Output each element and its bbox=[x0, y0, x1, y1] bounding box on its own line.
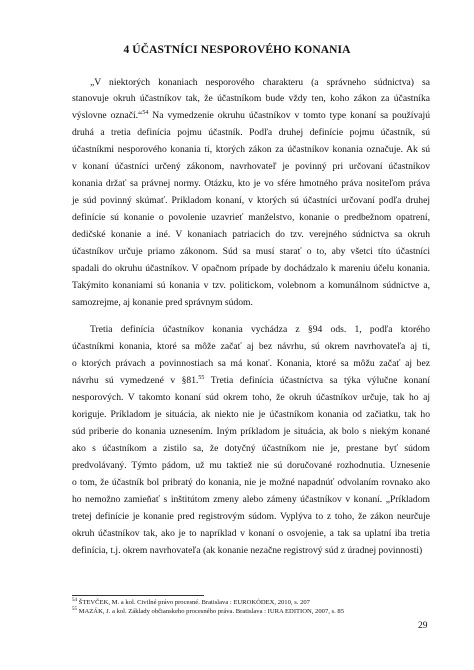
paragraph-1-line-8: je súd povinný skúmať. Prikladom konaní, v ktorých sú účastníci určovaní podľa druhej bbox=[72, 195, 430, 206]
paragraph-1-line-3-text: výslovne označí.“ bbox=[72, 110, 143, 121]
footnote-54 bbox=[72, 599, 310, 607]
paragraph-2-line-12: tretej definície je konanie pred registrovým súdom. Vyplýva to z toho, že zákon neurčuje bbox=[72, 511, 430, 522]
paragraph-2-line-4 bbox=[72, 375, 430, 387]
footnote-54-number: 54 bbox=[72, 598, 77, 603]
paragraph-1-line-3-rest: Na vymedzenie okruhu účastníkov v tomto type konaní sa používajú bbox=[148, 110, 430, 121]
footnote-ref-55: 55 bbox=[198, 375, 205, 381]
paragraph-1-line-14: samozrejme, aj konanie pred správnym súdom. bbox=[72, 297, 253, 308]
paragraph-1-line-2: stanovuje okruh účastníkov tak, že účastníkom bude vždy ten, koho zákon za účastníka bbox=[72, 93, 430, 104]
paragraph-2-line-7: súd priberie do konania uznesením. Iným príkladom je situácia, ak bolo s niekým konané bbox=[72, 426, 430, 437]
paragraph-1-line-4: druhá a tretia definícia pojmu účastník. Podľa druhej definície pojmu účastník, sú bbox=[72, 127, 430, 138]
footnote-ref-54: 54 bbox=[142, 110, 149, 116]
paragraph-1-line-13: Takýmito konaniami sú konania v tzv. politickom, volebnom a komunálnom súdnictve a, bbox=[72, 280, 430, 291]
paragraph-1-line-10: dedičské konanie a iné. V konaniach patriacich do tzv. verejného súdnictva sa okruh bbox=[72, 229, 430, 240]
paragraph-1-line-11: účastníkov určuje priamo zákonom. Súd sa musí starať o to, aby všetci títo účastníci bbox=[72, 246, 430, 257]
paragraph-1-line-1: „V niektorých konaniach nesporového charakteru (a správneho súdnictva) sa bbox=[90, 77, 430, 88]
paragraph-2-line-4-rest: Tretia definícia účastníctva sa týka výlučne konaní bbox=[204, 375, 430, 386]
paragraph-2-line-4-text: návrhu sú vymedzené v §81. bbox=[72, 375, 199, 386]
footnote-54-text: ŠTEVČEK, M. a kol. Civilné právo procesné. Bratislava : EUROKÓDEX, 2010, s. 207 bbox=[78, 599, 310, 606]
paragraph-2-line-8: ako s účastníkom a zistilo sa, že dotyčný účastníkom nie je, prestane byť súdom bbox=[72, 443, 430, 454]
page-number: 29 bbox=[418, 621, 428, 631]
paragraph-2-line-14: definícia, t.j. okrem navrhovateľa (ak konanie nezačne registrový súd z úradnej povinnosti) bbox=[72, 545, 423, 556]
footnote-55 bbox=[72, 608, 344, 616]
paragraph-2-line-2: účastníkmi konania, ktoré sa môže začať aj bez návrhu, sú okrem navrhovateľa aj ti, bbox=[72, 341, 430, 352]
footnote-separator bbox=[72, 595, 204, 596]
paragraph-2-line-5: nesporových. V takomto konaní súd okrem toho, že okruh účastníkov určuje, tak ho aj bbox=[72, 392, 430, 403]
paragraph-1-line-9: definície sú konanie o povolenie uzavrieť manželstvo, konanie o predbežnom opatrení, bbox=[72, 212, 430, 223]
paragraph-2-line-9: predvolávaný. Týmto pádom, už mu taktiež nie sú doručované rozhodnutia. Uznesenie bbox=[72, 460, 430, 471]
paragraph-2-line-10: o tom, že účastník bol pribratý do konania, nie je možné napadnúť odvolaním rovnako ako bbox=[72, 477, 430, 488]
chapter-heading: 4 ÚČASTNÍCI NESPOROVÉHO KONANIA bbox=[123, 44, 351, 56]
paragraph-2-line-11: ho nemožno zamieňať s inštitútom zmeny alebo zámeny účastníkov v konaní. „Príkladom bbox=[72, 494, 430, 505]
paragraph-1-line-5: účastníkmi nesporového konania tí, ktorých zákon za účastníkov konania označuje. Ak sú bbox=[72, 144, 430, 155]
footnote-55-text: MAZÁK, J. a kol. Základy občianskeho procesného práva. Bratislava : IURA EDITION, 2007, s. 85 bbox=[78, 608, 344, 615]
paragraph-2-line-6: koriguje. Príkladom je situácia, ak niekto nie je účastníkom konania od začiatku, tak ho bbox=[72, 409, 430, 420]
paragraph-2-line-1: Tretia definícia účastníkov konania vychádza z §94 ods. 1, podľa ktorého bbox=[90, 324, 430, 335]
paragraph-1-line-7: konania držať sa právnej normy. Otázku, kto je vo sfére hmotného práva nositeľom práva bbox=[72, 178, 430, 189]
paragraph-2-line-13: okruh účastníkov tak, ako je to napríklad v konaní o osvojenie, a tak sa uplatní iba tretia bbox=[72, 528, 430, 539]
footnote-55-number: 55 bbox=[72, 607, 77, 612]
paragraph-1-line-12: spadali do okruhu účastníkov. V opačnom prípade by dochádzalo k mareniu účelu konania. bbox=[72, 263, 430, 274]
paragraph-1-line-6: v konaní účastníci určený zákonom, navrhovateľ je povinný pri určovaní účastníkov bbox=[72, 161, 430, 172]
paragraph-2-line-3: o ktorých právach a povinnostiach sa má konať. Konania, ktoré sa môžu začať aj bez bbox=[72, 358, 430, 369]
paragraph-1-line-3 bbox=[72, 110, 430, 122]
